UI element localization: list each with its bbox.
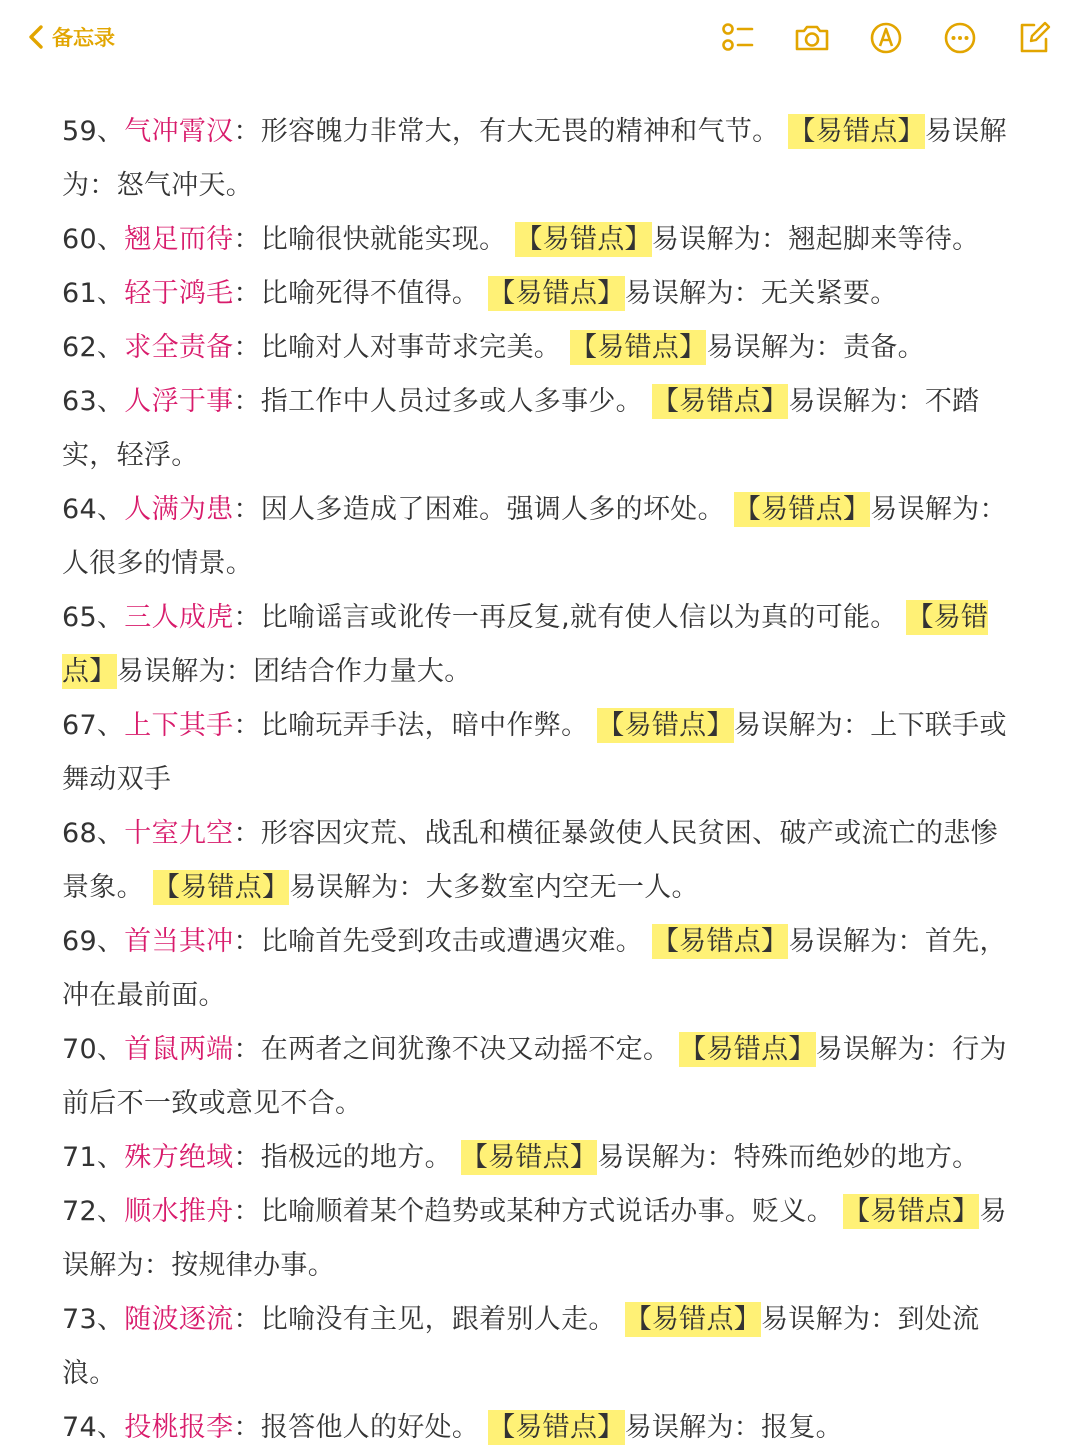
back-button[interactable] — [26, 20, 115, 54]
idiom-term: 三人成虎 — [124, 602, 234, 633]
entry-number: 62、 — [62, 332, 125, 363]
entry-misread: 易误解为：翘起脚来等待。 — [651, 224, 980, 255]
list-item — [62, 213, 1024, 267]
error-tag: 【易错点】 — [488, 1412, 625, 1443]
entry-number: 64、 — [62, 494, 125, 525]
idiom-term: 翘足而待 — [124, 224, 234, 255]
entry-definition: ：比喻首先受到攻击或遭遇灾难。 — [233, 926, 643, 957]
error-tag: 【易错点】 — [651, 926, 789, 957]
entry-misread: 易误解为：按规律办事。 — [62, 1196, 1007, 1281]
more-icon — [940, 18, 980, 58]
entry-definition: ：因人多造成了困难。强调人多的坏处。 — [233, 494, 725, 525]
entry-number: 59、 — [62, 116, 125, 147]
list-item — [62, 321, 1024, 375]
checklist-icon — [718, 18, 758, 58]
error-tag: 【易错点】 — [62, 602, 989, 687]
entry-number: 63、 — [62, 386, 125, 417]
error-tag: 【易错点】 — [651, 386, 789, 417]
idiom-term: 求全责备 — [124, 332, 234, 363]
error-tag: 【易错点】 — [679, 1034, 816, 1065]
list-item — [62, 807, 1024, 915]
list-item — [62, 1131, 1024, 1185]
entry-misread: 易误解为：人很多的情景。 — [62, 494, 1007, 579]
error-tag: 【易错点】 — [624, 1304, 762, 1335]
entry-definition: ：形容魄力非常大，有大无畏的精神和气节。 — [233, 116, 780, 147]
idiom-term: 顺水推舟 — [124, 1196, 234, 1227]
idiom-term: 随波逐流 — [124, 1304, 234, 1335]
entry-misread: 易误解为：怒气冲天。 — [62, 116, 1007, 201]
compose-icon — [1014, 18, 1054, 58]
entry-definition: ：指极远的地方。 — [233, 1142, 452, 1173]
toolbar — [684, 18, 1054, 58]
entry-number: 71、 — [62, 1142, 125, 1173]
entry-number: 68、 — [62, 818, 125, 849]
list-item — [62, 915, 1024, 1023]
list-item — [62, 483, 1024, 591]
entry-misread: 易误解为：不踏实，轻浮。 — [62, 386, 980, 471]
entry-definition: ：比喻玩弄手法，暗中作弊。 — [233, 710, 589, 741]
entry-number: 65、 — [62, 602, 125, 633]
entry-number: 60、 — [62, 224, 125, 255]
entry-definition: ：指工作中人员过多或人多事少。 — [233, 386, 643, 417]
compose-button[interactable] — [1014, 18, 1054, 58]
camera-icon — [792, 18, 832, 58]
camera-button[interactable] — [792, 18, 832, 58]
back-label: 备忘录 — [52, 26, 115, 50]
error-tag: 【易错点】 — [569, 332, 707, 363]
entry-misread: 易误解为：行为前后不一致或意见不合。 — [62, 1034, 1007, 1119]
chevron-left-icon — [26, 23, 48, 51]
markup-button[interactable] — [866, 18, 906, 58]
idiom-term: 人满为患 — [124, 494, 234, 525]
entry-number: 69、 — [62, 926, 125, 957]
entry-misread: 易误解为：大多数室内空无一人。 — [289, 872, 699, 903]
error-tag: 【易错点】 — [733, 494, 871, 525]
list-item — [62, 1401, 1024, 1455]
entry-misread: 易误解为：特殊而绝妙的地方。 — [597, 1142, 980, 1173]
entry-number: 74、 — [62, 1412, 125, 1443]
top-bar — [0, 0, 1080, 80]
list-item — [62, 1293, 1024, 1401]
idiom-term: 投桃报李 — [124, 1412, 234, 1443]
entry-definition: ：报答他人的好处。 — [233, 1412, 480, 1443]
entry-definition: ：比喻谣言或讹传一再反复,就有使人信以为真的可能。 — [233, 602, 898, 633]
list-item — [62, 375, 1024, 483]
error-tag: 【易错点】 — [488, 278, 625, 309]
entry-misread: 易误解为：报复。 — [624, 1412, 843, 1443]
error-tag: 【易错点】 — [460, 1142, 598, 1173]
entry-number: 72、 — [62, 1196, 125, 1227]
error-tag: 【易错点】 — [842, 1196, 980, 1227]
idiom-term: 殊方绝域 — [124, 1142, 234, 1173]
list-item — [62, 591, 1024, 699]
list-item — [62, 267, 1024, 321]
checklist-button[interactable] — [718, 18, 758, 58]
idiom-term: 上下其手 — [124, 710, 234, 741]
entry-misread: 易误解为：无关紧要。 — [624, 278, 898, 309]
idiom-term: 轻于鸿毛 — [124, 278, 234, 309]
note-body[interactable] — [62, 105, 1024, 1455]
entry-misread: 易误解为：首先，冲在最前面。 — [62, 926, 1007, 1011]
error-tag: 【易错点】 — [515, 224, 652, 255]
entry-misread: 易误解为：上下联手或舞动双手 — [62, 710, 1007, 795]
entry-definition: ：形容因灾荒、战乱和横征暴敛使人民贫困、破产或流亡的悲惨景象。 — [62, 818, 998, 903]
entry-definition: ：在两者之间犹豫不决又动摇不定。 — [233, 1034, 671, 1065]
error-tag: 【易错点】 — [788, 116, 925, 147]
idiom-term: 首当其冲 — [124, 926, 234, 957]
error-tag: 【易错点】 — [597, 710, 734, 741]
entry-definition: ：比喻顺着某个趋势或某种方式说话办事。贬义。 — [233, 1196, 835, 1227]
entry-number: 70、 — [62, 1034, 125, 1065]
entry-number: 61、 — [62, 278, 125, 309]
list-item — [62, 699, 1024, 807]
entry-misread: 易误解为：团结合作力量大。 — [116, 656, 472, 687]
idiom-term: 气冲霄汉 — [124, 116, 234, 147]
entry-misread: 易误解为：责备。 — [706, 332, 925, 363]
entry-definition: ：比喻没有主见，跟着别人走。 — [233, 1304, 616, 1335]
list-item — [62, 1023, 1024, 1131]
idiom-term: 人浮于事 — [124, 386, 234, 417]
list-item — [62, 1185, 1024, 1293]
more-button[interactable] — [940, 18, 980, 58]
entry-misread: 易误解为：到处流浪。 — [62, 1304, 980, 1389]
markup-icon — [866, 18, 906, 58]
idiom-term: 十室九空 — [124, 818, 234, 849]
entry-number: 67、 — [62, 710, 125, 741]
list-item — [62, 105, 1024, 213]
entry-definition: ：比喻死得不值得。 — [233, 278, 480, 309]
idiom-term: 首鼠两端 — [124, 1034, 234, 1065]
entry-definition: ：比喻对人对事苛求完美。 — [233, 332, 562, 363]
error-tag: 【易错点】 — [152, 872, 290, 903]
entry-number: 73、 — [62, 1304, 125, 1335]
entry-definition: ：比喻很快就能实现。 — [233, 224, 507, 255]
